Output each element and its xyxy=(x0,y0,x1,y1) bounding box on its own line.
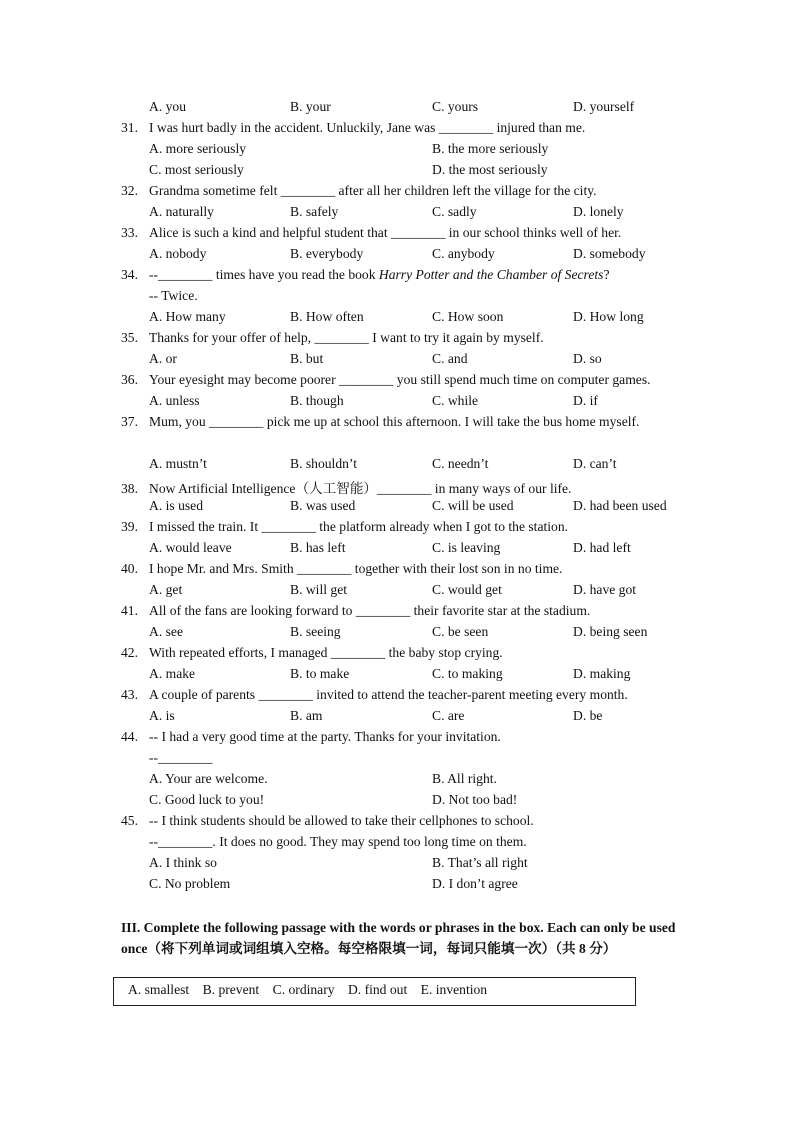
option-c: C. sadly xyxy=(432,204,477,219)
option-a: A. get xyxy=(149,582,183,597)
option-b: B. was used xyxy=(290,498,356,513)
question-text: I was hurt badly in the accident. Unluckily, Jane was ________ injured than me. xyxy=(149,120,586,135)
question-text: --________ times have you read the book xyxy=(149,267,379,282)
option-c: C. be seen xyxy=(432,624,489,639)
word-box xyxy=(113,977,636,1006)
question-number: 42. xyxy=(121,645,138,660)
option-a: A. make xyxy=(149,666,196,681)
option-d: D. had been used xyxy=(573,498,667,513)
option-c: C. Good luck to you! xyxy=(149,792,265,807)
option-a: A. Your are welcome. xyxy=(149,771,268,786)
question-text: Mum, you ________ pick me up at school this afternoon. I will take the bus home myself. xyxy=(149,414,640,429)
option-a: A. you xyxy=(149,99,187,114)
option-d: D. somebody xyxy=(573,246,646,261)
question-number: 45. xyxy=(121,813,138,828)
option-b: B. am xyxy=(290,708,323,723)
question-text: -- I think students should be allowed to take their cellphones to school. xyxy=(149,813,534,828)
option-c: C. How soon xyxy=(432,309,504,324)
question-number: 37. xyxy=(121,414,138,429)
question-text: Thanks for your offer of help, ________ I want to try it again by myself. xyxy=(149,330,544,345)
question-number: 36. xyxy=(121,372,138,387)
option-b: B. but xyxy=(290,351,324,366)
option-b: B. everybody xyxy=(290,246,364,261)
option-c: C. No problem xyxy=(149,876,231,891)
option-b: B. seeing xyxy=(290,624,341,639)
reply-line: -- Twice. xyxy=(149,288,198,303)
option-c: C. are xyxy=(432,708,465,723)
question-text: Alice is such a kind and helpful student that ________ in our school thinks well of her. xyxy=(149,225,622,240)
option-a: A. would leave xyxy=(149,540,232,555)
question-number: 32. xyxy=(121,183,138,198)
option-c: C. will be used xyxy=(432,498,514,513)
option-d: D. making xyxy=(573,666,631,681)
option-c: C. anybody xyxy=(432,246,495,261)
option-c: C. would get xyxy=(432,582,502,597)
option-b: B. has left xyxy=(290,540,346,555)
option-a: A. see xyxy=(149,624,183,639)
section-3-heading: III. Complete the following passage with the words or phrases in the box. Each can only be used once（将下列单词或词组填入空格。每空格限填一词，每词只能填一次）（共 8 分） xyxy=(121,920,676,956)
word-option-b: B. prevent xyxy=(202,982,260,997)
option-c: C. needn’t xyxy=(432,456,489,471)
word-option-e: E. invention xyxy=(420,982,488,997)
option-a: A. I think so xyxy=(149,855,217,870)
option-d: D. have got xyxy=(573,582,637,597)
option-a: A. How many xyxy=(149,309,226,324)
option-b: B. safely xyxy=(290,204,339,219)
word-option-a: A. smallest xyxy=(128,982,190,997)
question-text: With repeated efforts, I managed ________ the baby stop crying. xyxy=(149,645,503,660)
option-a: A. mustn’t xyxy=(149,456,207,471)
question-text: Grandma sometime felt ________ after all her children left the village for the city. xyxy=(149,183,597,198)
reply-line: --________ xyxy=(149,750,213,765)
option-c: C. is leaving xyxy=(432,540,501,555)
question-number: 38. xyxy=(121,481,138,496)
option-a: A. unless xyxy=(149,393,200,408)
option-d: D. so xyxy=(573,351,602,366)
question-text: I missed the train. It ________ the platform already when I got to the station. xyxy=(149,519,569,534)
option-c: C. and xyxy=(432,351,468,366)
option-b: B. will get xyxy=(290,582,348,597)
option-d: D. lonely xyxy=(573,204,624,219)
option-a: A. more seriously xyxy=(149,141,247,156)
option-d: D. How long xyxy=(573,309,644,324)
option-b: B. shouldn’t xyxy=(290,456,357,471)
option-b: B. though xyxy=(290,393,344,408)
question-number: 40. xyxy=(121,561,138,576)
option-b: B. your xyxy=(290,99,331,114)
option-b: B. to make xyxy=(290,666,350,681)
word-option-d: D. find out xyxy=(347,982,408,997)
option-d: D. yourself xyxy=(573,99,635,114)
option-d: D. had left xyxy=(573,540,631,555)
option-a: A. is xyxy=(149,708,175,723)
option-c: C. most seriously xyxy=(149,162,244,177)
question-text: Your eyesight may become poorer ________ you still spend much time on computer games. xyxy=(149,372,651,387)
question-number: 33. xyxy=(121,225,138,240)
question-number: 31. xyxy=(121,120,138,135)
question-number: 35. xyxy=(121,330,138,345)
question-number: 39. xyxy=(121,519,138,534)
question-text: I hope Mr. and Mrs. Smith ________ together with their lost son in no time. xyxy=(149,561,563,576)
option-a: A. naturally xyxy=(149,204,214,219)
reply-line: --________. It does no good. They may spend too long time on them. xyxy=(149,834,527,849)
option-b: B. the more seriously xyxy=(432,141,549,156)
question-number: 44. xyxy=(121,729,138,744)
option-d: D. be xyxy=(573,708,603,723)
option-a: A. nobody xyxy=(149,246,207,261)
question-text: A couple of parents ________ invited to attend the teacher-parent meeting every month. xyxy=(149,687,628,702)
question-number: 41. xyxy=(121,603,138,618)
question-number: 43. xyxy=(121,687,138,702)
option-d: D. being seen xyxy=(573,624,648,639)
word-option-c: C. ordinary xyxy=(272,982,335,997)
option-c: C. yours xyxy=(432,99,479,114)
question-mark: ? xyxy=(603,267,610,282)
option-d: D. if xyxy=(573,393,598,408)
option-a: A. or xyxy=(149,351,177,366)
option-b: B. All right. xyxy=(432,771,497,786)
option-c: C. while xyxy=(432,393,479,408)
question-text: -- I had a very good time at the party. Thanks for your invitation. xyxy=(149,729,501,744)
question-number: 34. xyxy=(121,267,138,282)
book-title: Harry Potter and the Chamber of Secrets xyxy=(378,267,604,282)
option-d: D. I don’t agree xyxy=(432,876,518,891)
option-d: D. can’t xyxy=(573,456,617,471)
option-b: B. That’s all right xyxy=(432,855,528,870)
option-a: A. is used xyxy=(149,498,203,513)
question-text: Now Artificial Intelligence（人工智能）________ in many ways of our life. xyxy=(149,481,572,496)
option-d: D. Not too bad! xyxy=(432,792,518,807)
option-b: B. How often xyxy=(290,309,364,324)
option-d: D. the most seriously xyxy=(432,162,548,177)
option-c: C. to making xyxy=(432,666,503,681)
question-text: All of the fans are looking forward to ________ their favorite star at the stadium. xyxy=(149,603,591,618)
